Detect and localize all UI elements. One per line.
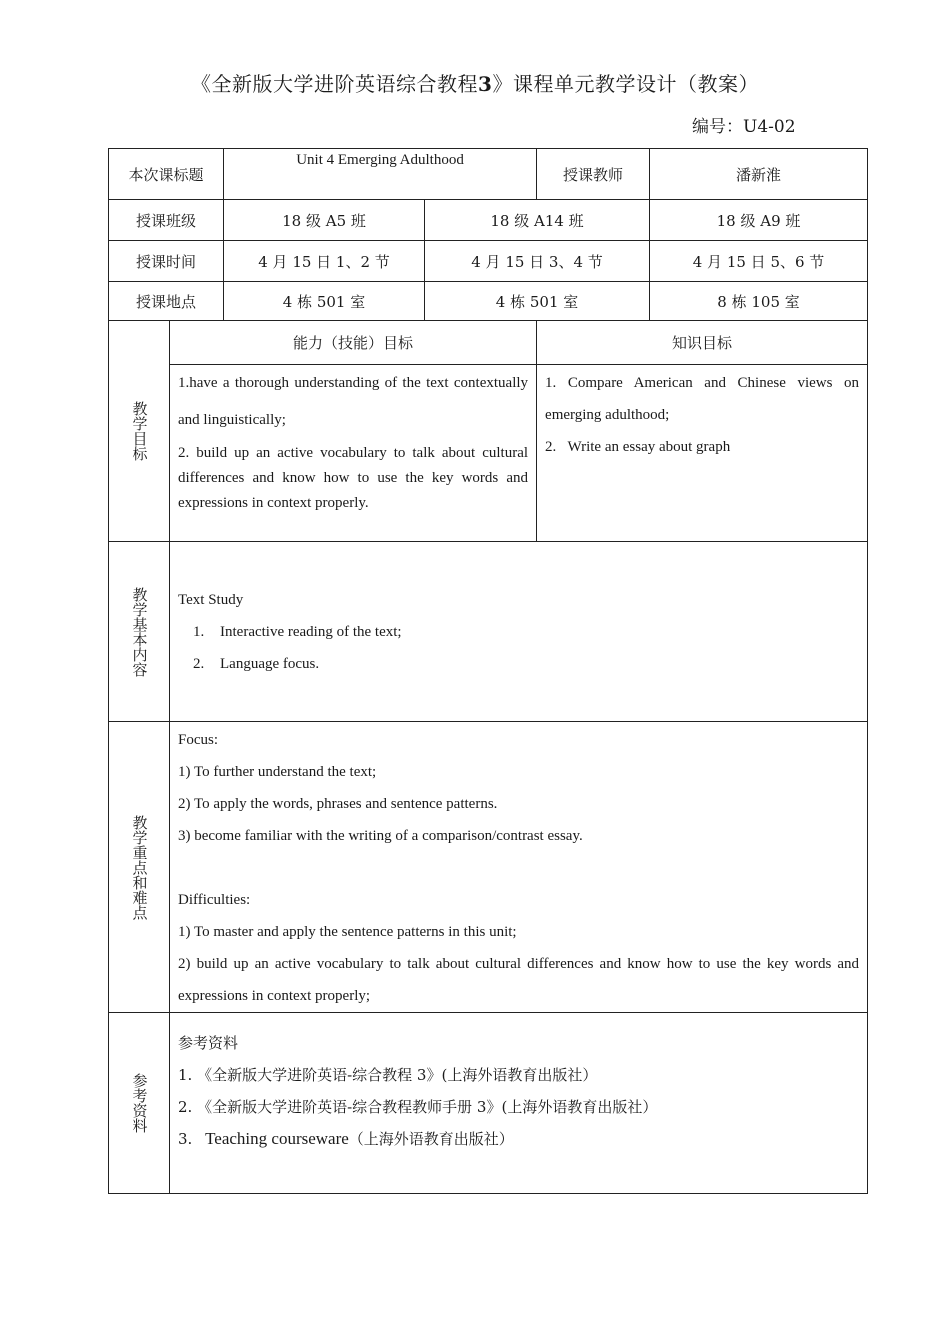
difficulty-item-2: 2) build up an active vocabulary to talk about cultural differences and know how to use the key words and expressions in context properly; [178, 956, 860, 1004]
place-value-1: 4 栋 501 室 [224, 282, 425, 321]
objectives-label: 教学目标 [130, 401, 149, 461]
ability-item-2: 2. build up an active vocabulary to talk about cultural differences and know how to use the key words and expressions in context properly. [178, 445, 529, 511]
lesson-plan-table [108, 148, 868, 1194]
knowledge-objectives [537, 365, 868, 542]
topic-label: 本次课标题 [109, 149, 224, 200]
focus-body [170, 722, 868, 1013]
objectives-content-row [109, 365, 868, 542]
reference-num-3: 3. [178, 1130, 193, 1148]
focus-item-3: 3) become familiar with the writing of a comparison/contrast essay. [178, 828, 583, 844]
reference-text-3: （上海外语教育出版社） [348, 1130, 514, 1148]
references-label-cell [109, 1013, 170, 1194]
objectives-label-cell [109, 321, 170, 542]
place-value-2: 4 栋 501 室 [425, 282, 650, 321]
content-item-1: 1. Interactive reading of the text; [208, 616, 859, 648]
title-part1: 《全新版大学进阶英语综合教程 [191, 72, 479, 96]
references-row [109, 1013, 868, 1194]
ability-objectives [170, 365, 537, 542]
content-item-2: 2. Language focus. [208, 648, 859, 680]
reference-item-2 [178, 1091, 859, 1123]
knowledge-header: 知识目标 [537, 321, 868, 365]
time-label: 授课时间 [109, 241, 224, 282]
knowledge-item-2: 2. Write an essay about graph [545, 439, 731, 455]
content-label: 教学基本内容 [130, 586, 149, 677]
focus-label: 教学重点和难点 [130, 814, 149, 920]
document-title [0, 68, 950, 97]
title-number: 3 [478, 72, 493, 96]
focus-item-1: 1) To further understand the text; [178, 764, 377, 780]
teacher-name: 潘新淮 [650, 149, 868, 200]
content-heading: Text Study [178, 591, 244, 608]
difficulty-item-1: 1) To master and apply the sentence patterns in this unit; [178, 924, 517, 940]
focus-label-cell [109, 722, 170, 1013]
place-value-3: 8 栋 105 室 [650, 282, 868, 321]
knowledge-item-1: 1. Compare American and Chinese views on emerging adulthood; [545, 375, 860, 423]
reference-num-2: 2. [178, 1098, 193, 1116]
place-row [109, 282, 868, 321]
reference-num-1: 1. [178, 1066, 193, 1084]
time-value-2: 4 月 15 日 3、4 节 [425, 241, 650, 282]
difficulties-heading: Difficulties: [178, 892, 251, 908]
class-value-3: 18 级 A9 班 [650, 200, 868, 241]
ability-item-1: 1.have a thorough understanding of the text contextually and linguistically; [178, 375, 529, 428]
class-value-1: 18 级 A5 班 [224, 200, 425, 241]
content-list [178, 616, 859, 680]
topic-row [109, 149, 868, 200]
focus-spacer [178, 852, 859, 884]
topic-value: Unit 4 Emerging Adulthood [224, 149, 537, 200]
teacher-label: 授课教师 [537, 149, 650, 200]
focus-item-2: 2) To apply the words, phrases and sentence patterns. [178, 796, 498, 812]
time-value-3: 4 月 15 日 5、6 节 [650, 241, 868, 282]
place-label: 授课地点 [109, 282, 224, 321]
class-label: 授课班级 [109, 200, 224, 241]
time-value-1: 4 月 15 日 1、2 节 [224, 241, 425, 282]
content-label-cell [109, 542, 170, 722]
reference-item-3 [178, 1123, 859, 1155]
content-body [170, 542, 868, 722]
class-row [109, 200, 868, 241]
focus-row [109, 722, 868, 1013]
reference-text-2: 《全新版大学进阶英语-综合教程教师手册 3》(上海外语教育出版社） [197, 1098, 658, 1116]
time-row [109, 241, 868, 282]
class-value-2: 18 级 A14 班 [425, 200, 650, 241]
content-row [109, 542, 868, 722]
document-number: 编号：U4-02 [692, 117, 796, 137]
objectives-header-row [109, 321, 868, 365]
focus-heading: Focus: [178, 732, 219, 748]
ability-header: 能力（技能）目标 [170, 321, 537, 365]
references-label: 参考资料 [130, 1073, 149, 1133]
reference-text-3-en: Teaching courseware [205, 1129, 349, 1148]
references-body [170, 1013, 868, 1194]
reference-text-1: 《全新版大学进阶英语-综合教程 3》(上海外语教育出版社） [197, 1066, 598, 1084]
title-part2: 》课程单元教学设计（教案） [492, 72, 759, 96]
reference-item-1 [178, 1059, 859, 1091]
references-heading: 参考资料 [178, 1034, 239, 1052]
